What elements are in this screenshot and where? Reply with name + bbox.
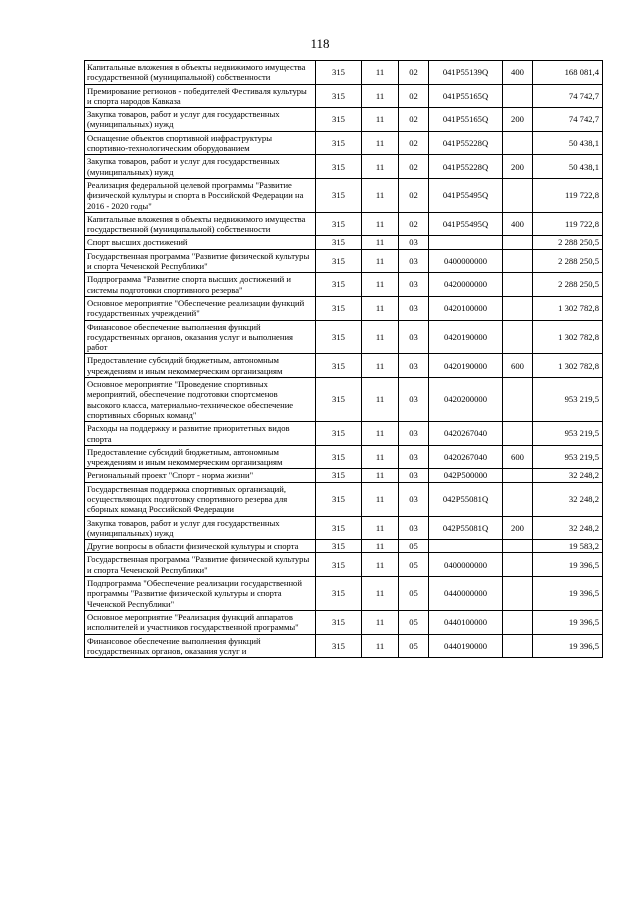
row-expense-type — [503, 540, 533, 553]
row-amount: 2 288 250,5 — [533, 273, 603, 297]
row-amount: 19 396,5 — [533, 553, 603, 577]
row-ved-code: 315 — [316, 236, 362, 249]
table-row — [85, 354, 603, 378]
row-subsection-code: 03 — [399, 516, 429, 540]
row-subsection-code: 03 — [399, 273, 429, 297]
row-amount: 119 722,8 — [533, 178, 603, 212]
row-subsection-code: 03 — [399, 320, 429, 354]
row-subsection-code: 05 — [399, 577, 429, 611]
row-name: Премирование регионов - победителей Фестиваля культуры и спорта народов Кавказа — [85, 84, 316, 108]
row-section-code: 11 — [362, 61, 399, 85]
row-name: Предоставление субсидий бюджетным, автономным учреждениям и иным некоммерческим организациям — [85, 354, 316, 378]
row-expense-type — [503, 469, 533, 482]
row-amount: 19 583,2 — [533, 540, 603, 553]
table-row — [85, 540, 603, 553]
row-section-code: 11 — [362, 553, 399, 577]
row-target-article: 0400000000 — [429, 553, 503, 577]
row-name: Реализация федеральной целевой программы "Развитие физической культуры и спорта в Российской Федерации на 2016 - 2020 годы" — [85, 178, 316, 212]
row-section-code: 11 — [362, 249, 399, 273]
table-row — [85, 178, 603, 212]
row-section-code: 11 — [362, 354, 399, 378]
row-amount: 2 288 250,5 — [533, 236, 603, 249]
row-target-article — [429, 236, 503, 249]
row-target-article: 0440190000 — [429, 634, 503, 658]
table-row — [85, 516, 603, 540]
row-expense-type — [503, 236, 533, 249]
row-subsection-code: 03 — [399, 296, 429, 320]
table-row — [85, 320, 603, 354]
row-ved-code: 315 — [316, 155, 362, 179]
row-target-article: 0420000000 — [429, 273, 503, 297]
row-amount: 32 248,2 — [533, 482, 603, 516]
row-section-code: 11 — [362, 108, 399, 132]
row-amount: 953 219,5 — [533, 422, 603, 446]
row-section-code: 11 — [362, 273, 399, 297]
row-ved-code: 315 — [316, 131, 362, 155]
row-name: Подпрограмма "Обеспечение реализации государственной программы "Развитие физической культуры и спорта Чеченской Республики" — [85, 577, 316, 611]
row-expense-type — [503, 296, 533, 320]
row-name: Закупка товаров, работ и услуг для государственных (муниципальных) нужд — [85, 516, 316, 540]
table-row — [85, 108, 603, 132]
row-expense-type — [503, 249, 533, 273]
row-section-code: 11 — [362, 540, 399, 553]
row-expense-type: 200 — [503, 516, 533, 540]
row-expense-type — [503, 634, 533, 658]
row-subsection-code: 03 — [399, 445, 429, 469]
row-target-article: 0400000000 — [429, 249, 503, 273]
row-target-article: 0420190000 — [429, 354, 503, 378]
row-target-article: 0440000000 — [429, 577, 503, 611]
row-subsection-code: 03 — [399, 482, 429, 516]
row-subsection-code: 03 — [399, 378, 429, 422]
row-name: Государственная поддержка спортивных организаций, осуществляющих подготовку спортивного резерва для сборных команд Российской Федерации — [85, 482, 316, 516]
table-row — [85, 249, 603, 273]
row-target-article: 042P55081Q — [429, 516, 503, 540]
row-expense-type — [503, 273, 533, 297]
row-section-code: 11 — [362, 516, 399, 540]
row-name: Другие вопросы в области физической культуры и спорта — [85, 540, 316, 553]
row-subsection-code: 03 — [399, 249, 429, 273]
row-amount: 50 438,1 — [533, 131, 603, 155]
row-section-code: 11 — [362, 610, 399, 634]
row-section-code: 11 — [362, 445, 399, 469]
row-section-code: 11 — [362, 236, 399, 249]
row-ved-code: 315 — [316, 553, 362, 577]
row-target-article — [429, 540, 503, 553]
row-target-article: 0420267040 — [429, 445, 503, 469]
row-expense-type — [503, 378, 533, 422]
table-row — [85, 273, 603, 297]
row-expense-type: 400 — [503, 212, 533, 236]
row-amount: 953 219,5 — [533, 445, 603, 469]
row-ved-code: 315 — [316, 108, 362, 132]
row-ved-code: 315 — [316, 445, 362, 469]
row-amount: 19 396,5 — [533, 610, 603, 634]
table-row — [85, 634, 603, 658]
table-row — [85, 469, 603, 482]
table-row — [85, 553, 603, 577]
row-amount: 74 742,7 — [533, 108, 603, 132]
table-row — [85, 577, 603, 611]
row-subsection-code: 05 — [399, 553, 429, 577]
row-ved-code: 315 — [316, 273, 362, 297]
row-target-article: 042P500000 — [429, 469, 503, 482]
row-target-article: 041P55165Q — [429, 84, 503, 108]
row-ved-code: 315 — [316, 482, 362, 516]
row-subsection-code: 02 — [399, 108, 429, 132]
row-name: Закупка товаров, работ и услуг для государственных (муниципальных) нужд — [85, 155, 316, 179]
row-expense-type — [503, 178, 533, 212]
row-section-code: 11 — [362, 212, 399, 236]
row-ved-code: 315 — [316, 577, 362, 611]
row-name: Государственная программа "Развитие физической культуры и спорта Чеченской Республики" — [85, 553, 316, 577]
row-amount: 19 396,5 — [533, 634, 603, 658]
row-target-article: 041P55495Q — [429, 212, 503, 236]
table-row — [85, 84, 603, 108]
row-expense-type — [503, 577, 533, 611]
row-subsection-code: 02 — [399, 212, 429, 236]
row-ved-code: 315 — [316, 296, 362, 320]
row-name: Капитальные вложения в объекты недвижимого имущества государственной (муниципальной) собственности — [85, 61, 316, 85]
row-expense-type — [503, 610, 533, 634]
table-row — [85, 236, 603, 249]
row-subsection-code: 02 — [399, 155, 429, 179]
row-name: Основное мероприятие "Обеспечение реализации функций государственных учреждений" — [85, 296, 316, 320]
table-row — [85, 610, 603, 634]
row-subsection-code: 02 — [399, 178, 429, 212]
table-row — [85, 61, 603, 85]
row-section-code: 11 — [362, 84, 399, 108]
row-ved-code: 315 — [316, 378, 362, 422]
row-amount: 1 302 782,8 — [533, 354, 603, 378]
row-section-code: 11 — [362, 469, 399, 482]
row-target-article: 041P55139Q — [429, 61, 503, 85]
row-expense-type: 600 — [503, 445, 533, 469]
row-name: Региональный проект "Спорт - норма жизни" — [85, 469, 316, 482]
row-subsection-code: 05 — [399, 610, 429, 634]
row-subsection-code: 02 — [399, 61, 429, 85]
row-amount: 953 219,5 — [533, 378, 603, 422]
table-row — [85, 296, 603, 320]
row-target-article: 0420200000 — [429, 378, 503, 422]
row-section-code: 11 — [362, 422, 399, 446]
row-ved-code: 315 — [316, 178, 362, 212]
row-name: Финансовое обеспечение выполнения функций государственных органов, оказания услуг и выполнения работ — [85, 320, 316, 354]
row-target-article: 0420267040 — [429, 422, 503, 446]
row-ved-code: 315 — [316, 249, 362, 273]
table-row — [85, 482, 603, 516]
row-section-code: 11 — [362, 296, 399, 320]
row-name: Спорт высших достижений — [85, 236, 316, 249]
row-expense-type: 400 — [503, 61, 533, 85]
row-target-article: 041P55228Q — [429, 131, 503, 155]
row-section-code: 11 — [362, 577, 399, 611]
row-subsection-code: 05 — [399, 634, 429, 658]
row-subsection-code: 03 — [399, 236, 429, 249]
row-amount: 50 438,1 — [533, 155, 603, 179]
row-name: Финансовое обеспечение выполнения функций государственных органов, оказания услуг и — [85, 634, 316, 658]
budget-table — [84, 60, 603, 658]
row-name: Основное мероприятие "Реализация функций аппаратов исполнителей и участников государственной программы" — [85, 610, 316, 634]
row-ved-code: 315 — [316, 84, 362, 108]
table-row — [85, 422, 603, 446]
row-name: Оснащение объектов спортивной инфраструктуры спортивно-технологическим оборудованием — [85, 131, 316, 155]
row-subsection-code: 02 — [399, 84, 429, 108]
row-expense-type — [503, 131, 533, 155]
row-amount: 74 742,7 — [533, 84, 603, 108]
row-target-article: 041P55228Q — [429, 155, 503, 179]
row-ved-code: 315 — [316, 354, 362, 378]
row-name: Подпрограмма "Развитие спорта высших достижений и системы подготовки спортивного резерва" — [85, 273, 316, 297]
table-row — [85, 212, 603, 236]
row-target-article: 0420190000 — [429, 320, 503, 354]
row-name: Государственная программа "Развитие физической культуры и спорта Чеченской Республики" — [85, 249, 316, 273]
row-section-code: 11 — [362, 320, 399, 354]
row-amount: 19 396,5 — [533, 577, 603, 611]
row-amount: 1 302 782,8 — [533, 320, 603, 354]
row-subsection-code: 05 — [399, 540, 429, 553]
row-ved-code: 315 — [316, 212, 362, 236]
row-ved-code: 315 — [316, 610, 362, 634]
row-ved-code: 315 — [316, 540, 362, 553]
row-expense-type — [503, 422, 533, 446]
row-expense-type: 600 — [503, 354, 533, 378]
row-amount: 32 248,2 — [533, 516, 603, 540]
row-amount: 1 302 782,8 — [533, 296, 603, 320]
row-ved-code: 315 — [316, 61, 362, 85]
row-name: Закупка товаров, работ и услуг для государственных (муниципальных) нужд — [85, 108, 316, 132]
row-ved-code: 315 — [316, 320, 362, 354]
row-expense-type: 200 — [503, 108, 533, 132]
row-name: Капитальные вложения в объекты недвижимого имущества государственной (муниципальной) собственности — [85, 212, 316, 236]
row-section-code: 11 — [362, 378, 399, 422]
row-ved-code: 315 — [316, 422, 362, 446]
row-target-article: 042P55081Q — [429, 482, 503, 516]
row-amount: 168 081,4 — [533, 61, 603, 85]
row-section-code: 11 — [362, 178, 399, 212]
row-section-code: 11 — [362, 634, 399, 658]
row-expense-type: 200 — [503, 155, 533, 179]
row-section-code: 11 — [362, 131, 399, 155]
row-expense-type — [503, 320, 533, 354]
table-row — [85, 131, 603, 155]
row-expense-type — [503, 553, 533, 577]
row-target-article: 0420100000 — [429, 296, 503, 320]
row-subsection-code: 03 — [399, 354, 429, 378]
table-row — [85, 378, 603, 422]
table-row — [85, 445, 603, 469]
row-target-article: 0440100000 — [429, 610, 503, 634]
page-number: 118 — [310, 36, 330, 51]
row-name: Предоставление субсидий бюджетным, автономным учреждениям и иным некоммерческим организациям — [85, 445, 316, 469]
row-target-article: 041P55495Q — [429, 178, 503, 212]
row-name: Расходы на поддержку и развитие приоритетных видов спорта — [85, 422, 316, 446]
row-subsection-code: 03 — [399, 422, 429, 446]
row-section-code: 11 — [362, 155, 399, 179]
row-amount: 119 722,8 — [533, 212, 603, 236]
row-subsection-code: 02 — [399, 131, 429, 155]
table-row — [85, 155, 603, 179]
row-amount: 2 288 250,5 — [533, 249, 603, 273]
row-subsection-code: 03 — [399, 469, 429, 482]
row-expense-type — [503, 482, 533, 516]
row-expense-type — [503, 84, 533, 108]
row-ved-code: 315 — [316, 469, 362, 482]
row-target-article: 041P55165Q — [429, 108, 503, 132]
row-ved-code: 315 — [316, 516, 362, 540]
row-ved-code: 315 — [316, 634, 362, 658]
row-name: Основное мероприятие "Проведение спортивных мероприятий, обеспечение подготовки спортсменов высокого класса, материально-техническое обеспечение спортивных сборных команд" — [85, 378, 316, 422]
row-section-code: 11 — [362, 482, 399, 516]
row-amount: 32 248,2 — [533, 469, 603, 482]
